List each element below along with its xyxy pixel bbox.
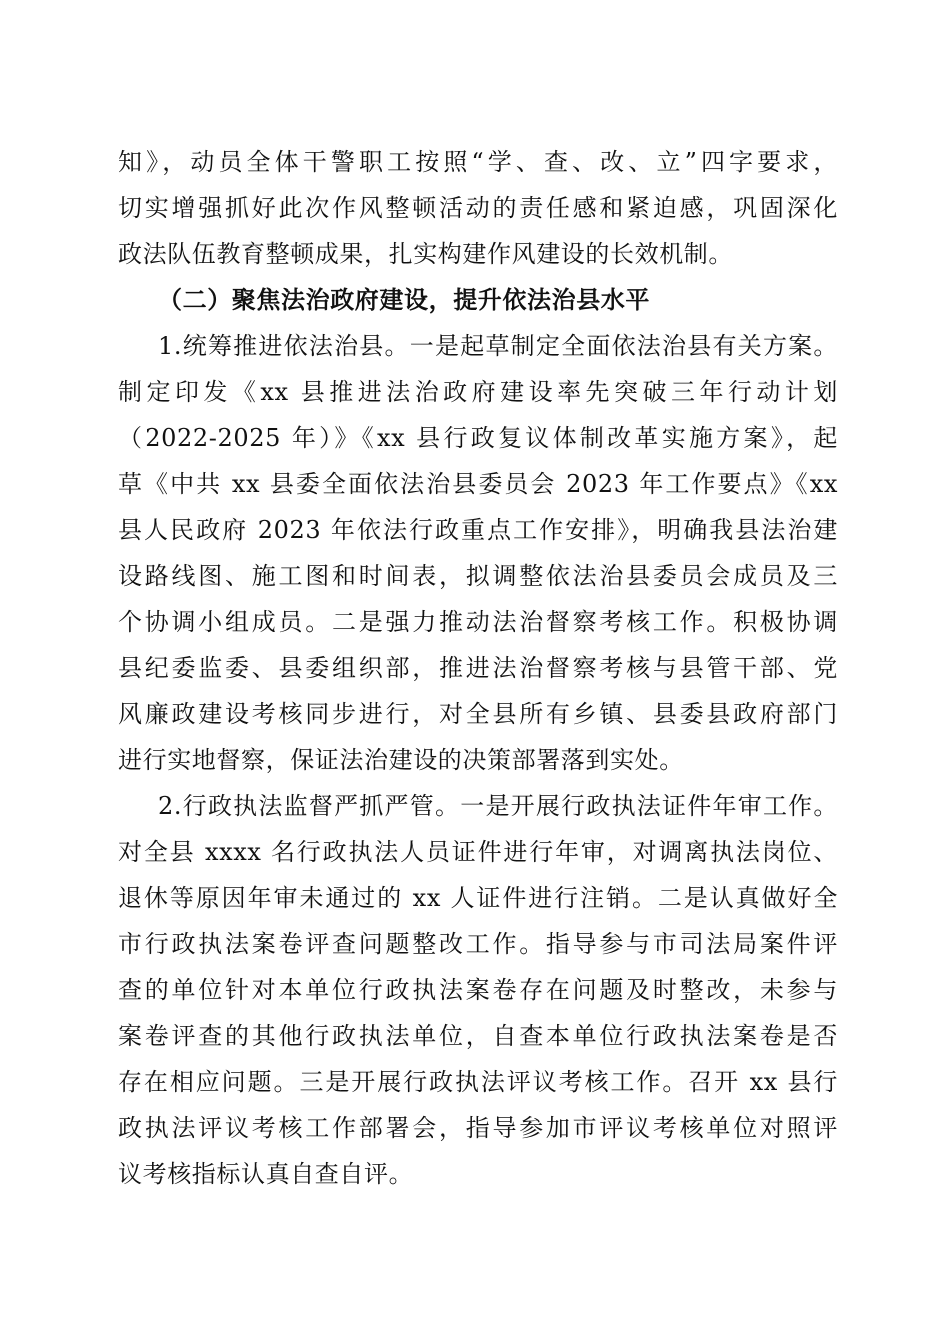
paragraph-line: 知》，动员全体干警职工按照“学、查、改、立”四字要求， [118, 148, 838, 176]
paragraph-line: 进行实地督察，保证法治建设的决策部署落到实处。 [118, 746, 684, 774]
section-heading: （二）聚焦法治政府建设，提升依法治县水平 [158, 285, 650, 314]
paragraph-line: 政法队伍教育整顿成果，扎实构建作风建设的长效机制。 [118, 240, 733, 268]
paragraph-line: 政执法评议考核工作部署会，指导参加市评议考核单位对照评 [118, 1114, 838, 1142]
paragraph-line: 草《中共 xx 县委全面依法治县委员会 2023 年工作要点》《xx [118, 470, 838, 498]
paragraph-line: 2.行政执法监督严抓严管。一是开展行政执法证件年审工作。 [158, 792, 838, 820]
paragraph-line: 个协调小组成员。二是强力推动法治督察考核工作。积极协调 [118, 608, 838, 636]
paragraph-line: 风廉政建设考核同步进行，对全县所有乡镇、县委县政府部门 [118, 700, 838, 728]
paragraph-line: 1.统筹推进依法治县。一是起草制定全面依法治县有关方案。 [158, 332, 838, 360]
paragraph-line: 退休等原因年审未通过的 xx 人证件进行注销。二是认真做好全 [118, 884, 838, 912]
paragraph-line: 市行政执法案卷评查问题整改工作。指导参与市司法局案件评 [118, 930, 838, 958]
paragraph-line: 切实增强抓好此次作风整顿活动的责任感和紧迫感，巩固深化 [118, 194, 838, 222]
paragraph-line: 设路线图、施工图和时间表，拟调整依法治县委员会成员及三 [118, 562, 838, 590]
paragraph-line: 制定印发《xx 县推进法治政府建设率先突破三年行动计划 [118, 378, 838, 406]
paragraph-line: 县人民政府 2023 年依法行政重点工作安排》，明确我县法治建 [118, 516, 838, 544]
paragraph-line: 查的单位针对本单位行政执法案卷存在问题及时整改，未参与 [118, 976, 838, 1004]
paragraph-line: 存在相应问题。三是开展行政执法评议考核工作。召开 xx 县行 [118, 1068, 838, 1096]
paragraph-line: 县纪委监委、县委组织部，推进法治督察考核与县管干部、党 [118, 654, 838, 682]
paragraph-line: （2022-2025 年）》《xx 县行政复议体制改革实施方案》，起 [118, 424, 838, 452]
paragraph-line: 对全县 xxxx 名行政执法人员证件进行年审，对调离执法岗位、 [118, 838, 838, 866]
paragraph-line: 议考核指标认真自查自评。 [118, 1160, 414, 1188]
paragraph-line: 案卷评查的其他行政执法单位，自查本单位行政执法案卷是否 [118, 1022, 838, 1050]
